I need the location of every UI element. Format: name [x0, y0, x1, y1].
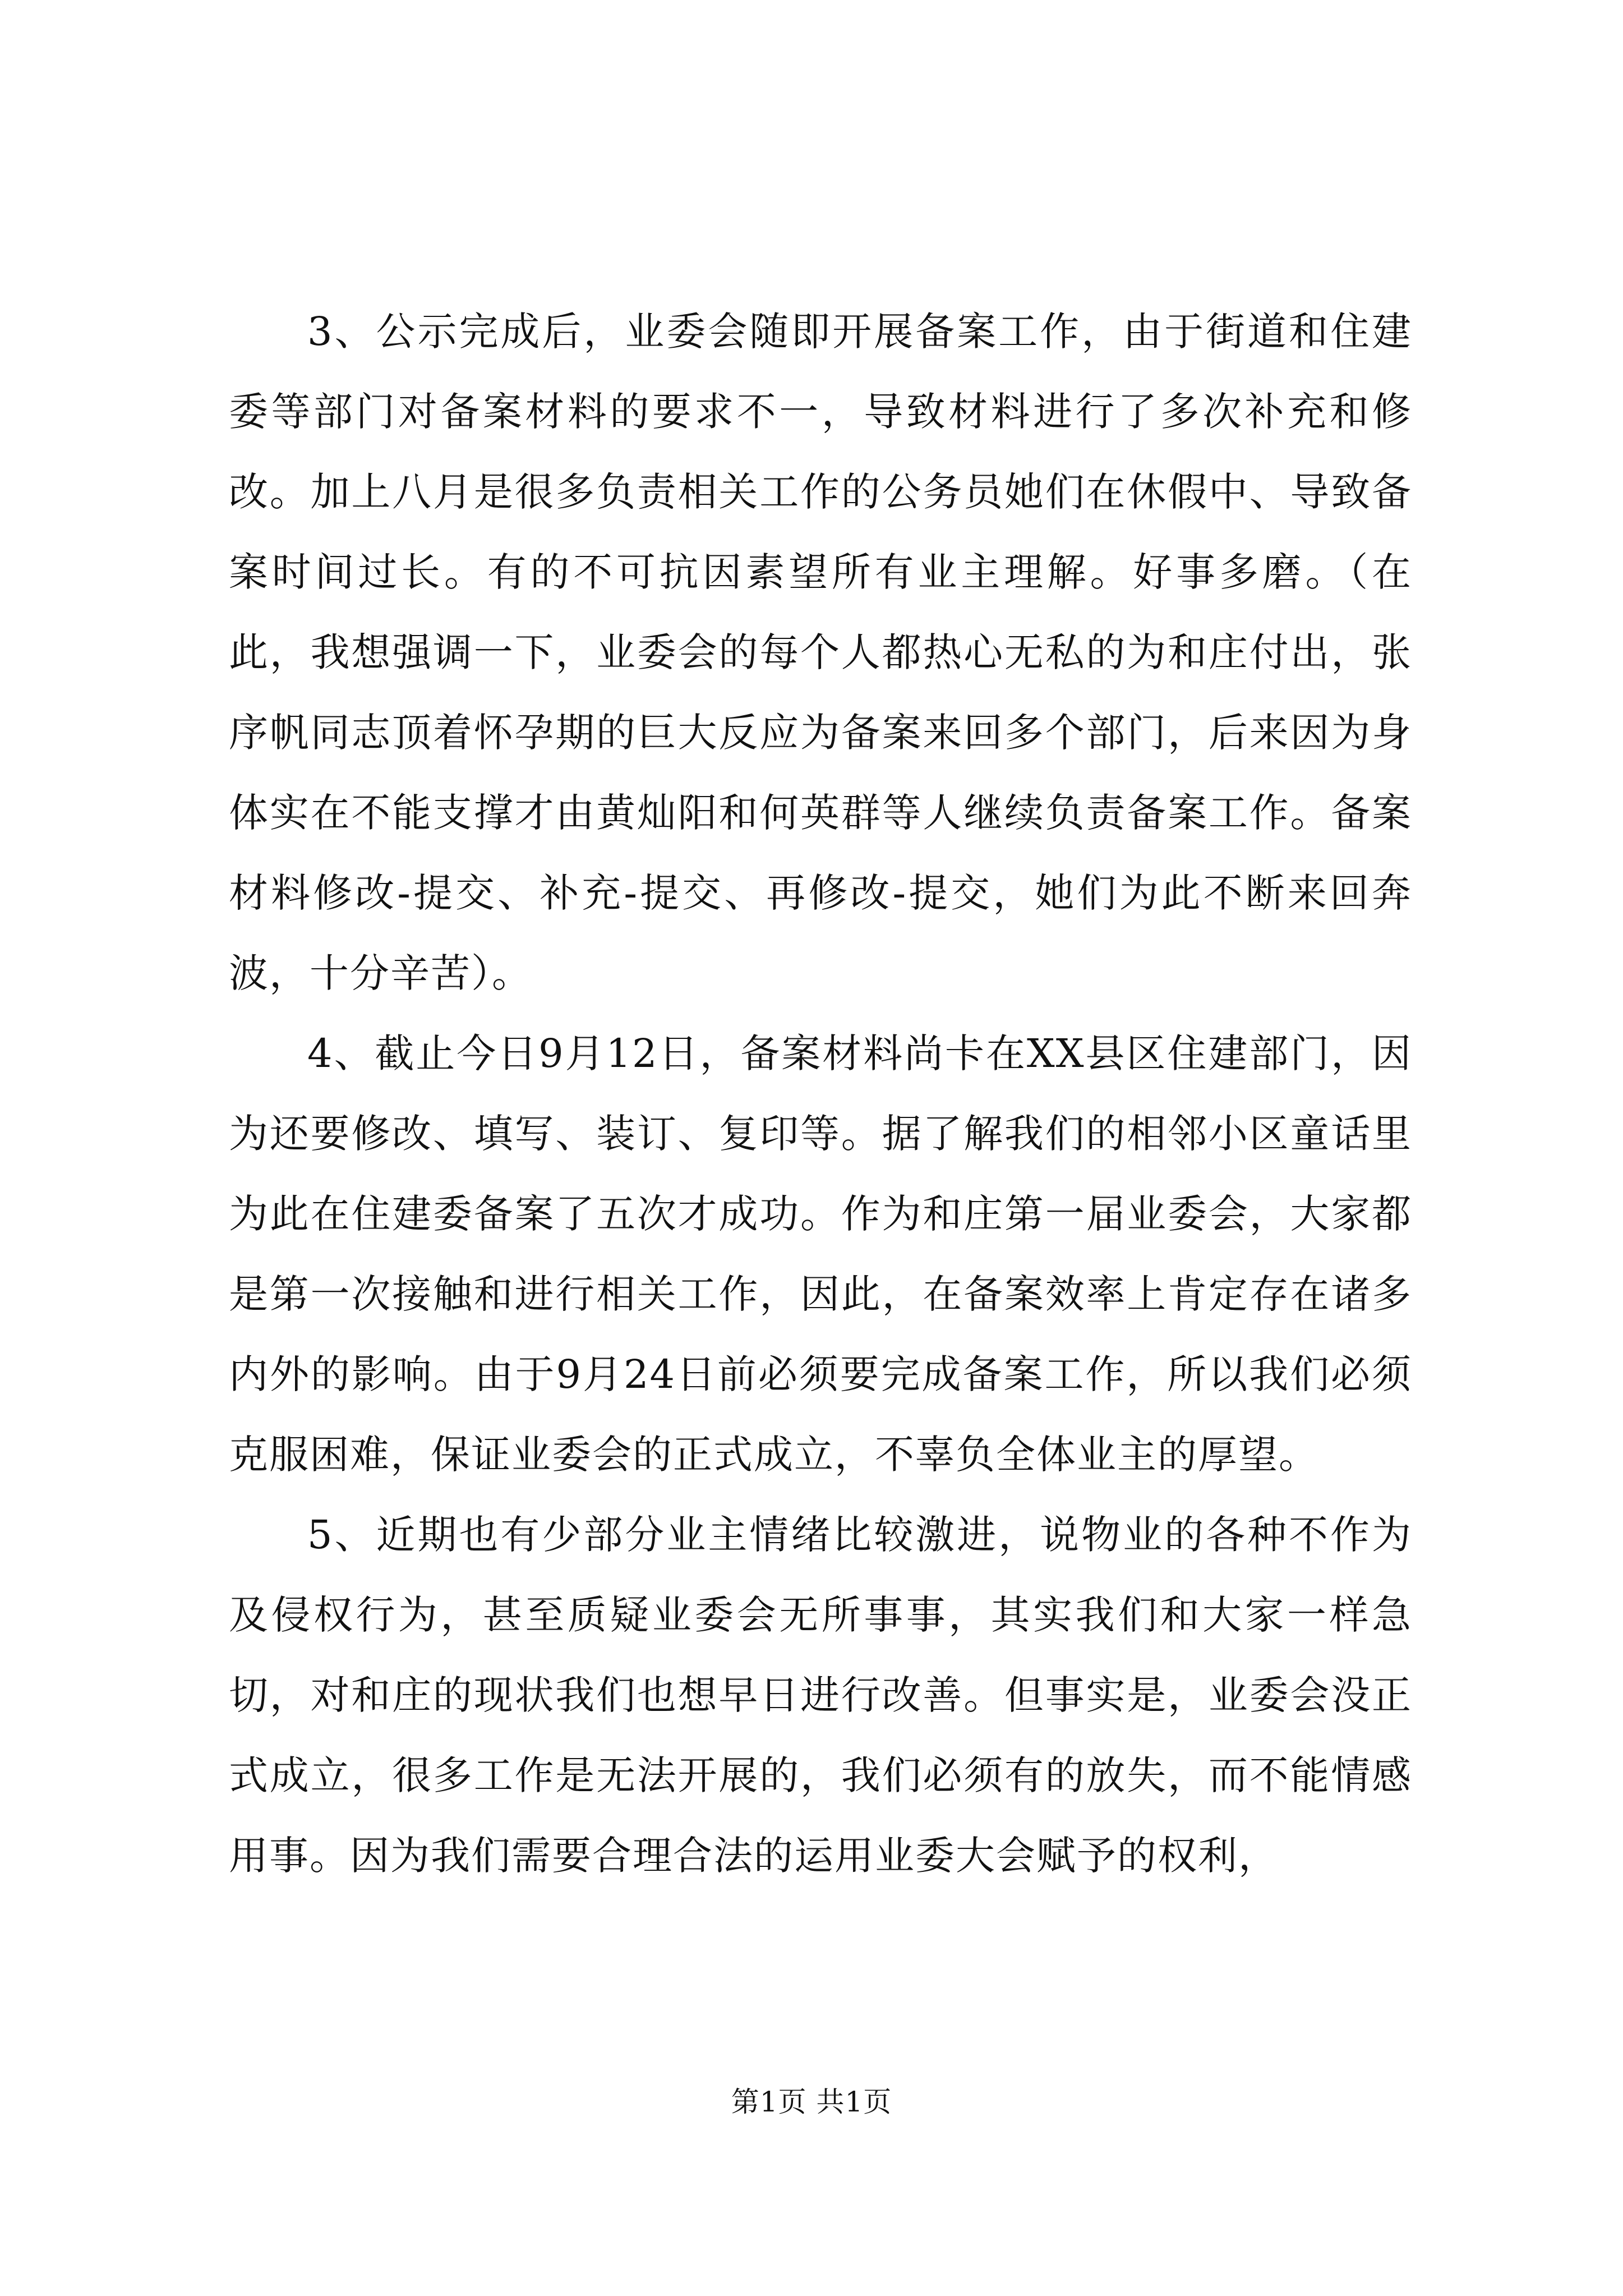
paragraph-item-3: 3、公示完成后，业委会随即开展备案工作，由于街道和住建委等部门对备案材料的要求不一，导致材料进行了多次补充和修改。加上八月是很多负责相关工作的公务员她们在休假中、导致备案时间过长。有的不可抗因素望所有业主理解。好事多磨。（在此，我想强调一下，业委会的每个人都热心无私的为和庄付出，张序帆同志顶着怀孕期的巨大反应为备案来回多个部门，后来因为身体实在不能支撑才由黄灿阳和何英群等人继续负责备案工作。备案材料修改-提交、补充-提交、再修改-提交，她们为此不断来回奔波，十分辛苦）。	[229, 309, 1412, 996]
page-number-footer: 第1页 共1页	[731, 2086, 892, 2118]
document-body	[229, 292, 1412, 1896]
paragraph-item-4: 4、截止今日9月12日，备案材料尚卡在XX县区住建部门，因为还要修改、填写、装订、复印等。据了解我们的相邻小区童话里为此在住建委备案了五次才成功。作为和庄第一届业委会，大家都是第一次接触和进行相关工作，因此，在备案效率上肯定存在诸多内外的影响。由于9月24日前必须要完成备案工作，所以我们必须克服困难，保证业委会的正式成立，不辜负全体业主的厚望。	[229, 1030, 1412, 1478]
paragraph-item-5: 5、近期也有少部分业主情绪比较激进，说物业的各种不作为及侵权行为，甚至质疑业委会无所事事，其实我们和大家一样急切，对和庄的现状我们也想早日进行改善。但事实是，业委会没正式成立，很多工作是无法开展的，我们必须有的放失，而不能情感用事。因为我们需要合理合法的运用业委大会赋予的权利，	[229, 1512, 1412, 1879]
